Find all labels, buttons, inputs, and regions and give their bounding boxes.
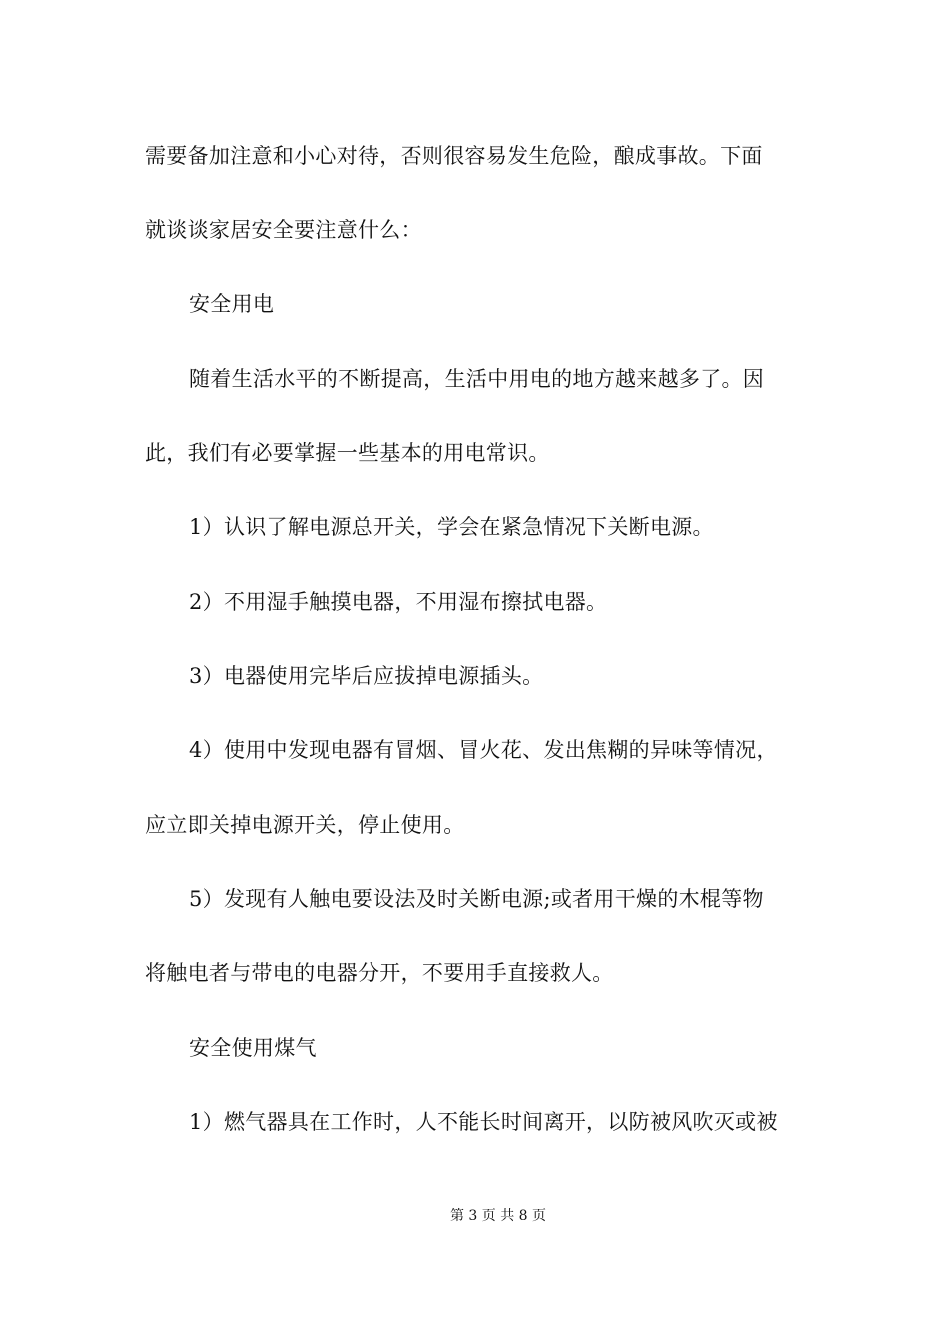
paragraph-line: 应立即关掉电源开关，停止使用。 <box>145 813 465 837</box>
list-item: 1）燃气器具在工作时，人不能长时间离开，以防被风吹灭或被 <box>189 1110 778 1134</box>
paragraph-line: 此，我们有必要掌握一些基本的用电常识。 <box>145 441 550 465</box>
list-item: 1）认识了解电源总开关，学会在紧急情况下关断电源。 <box>189 515 714 539</box>
paragraph-line: 就谈谈家居安全要注意什么： <box>145 218 422 242</box>
paragraph-line: 需要备加注意和小心对待，否则很容易发生危险，酿成事故。下面 <box>145 144 763 168</box>
page-number-footer: 第 3 页 共 8 页 <box>449 1208 547 1224</box>
list-item: 5）发现有人触电要设法及时关断电源;或者用干燥的木棍等物 <box>189 887 764 911</box>
section-heading: 安全用电 <box>189 292 275 316</box>
paragraph-line: 将触电者与带电的电器分开，不要用手直接救人。 <box>145 961 614 985</box>
section-heading: 安全使用煤气 <box>189 1036 317 1060</box>
list-item: 4）使用中发现电器有冒烟、冒火花、发出焦糊的异味等情况， <box>189 738 778 762</box>
list-item: 3）电器使用完毕后应拔掉电源插头。 <box>189 664 544 688</box>
list-item: 2）不用湿手触摸电器，不用湿布擦拭电器。 <box>189 590 608 614</box>
paragraph-line: 随着生活水平的不断提高，生活中用电的地方越来越多了。因 <box>189 367 765 391</box>
